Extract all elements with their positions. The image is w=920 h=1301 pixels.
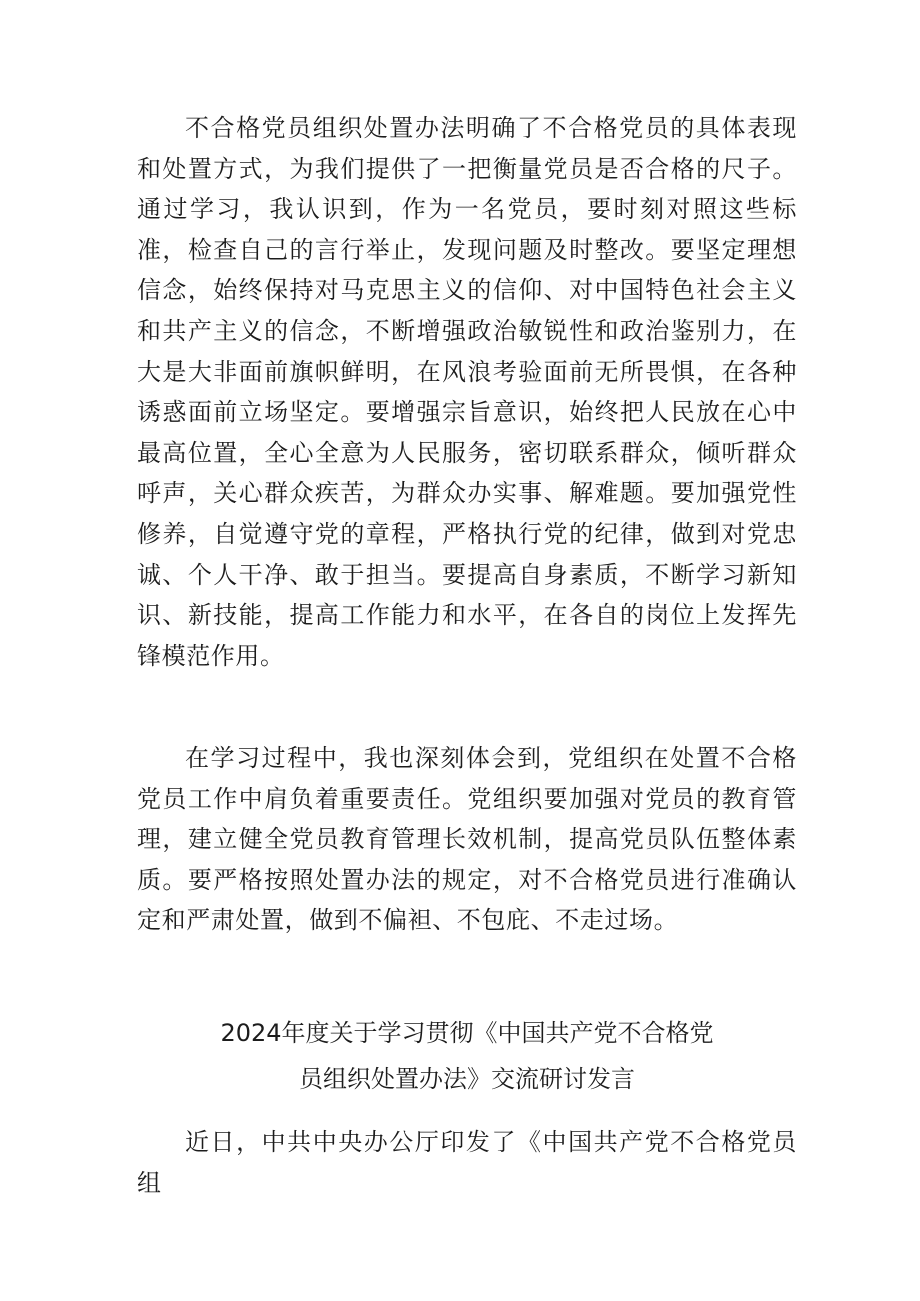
- body-paragraph: [137, 1122, 797, 1203]
- heading-line-1: 2024年度关于学习贯彻《中国共产党不合格党: [220, 1019, 714, 1047]
- body-paragraph: [137, 738, 797, 941]
- section-heading: [137, 1010, 797, 1102]
- paragraph-text: 在学习过程中，我也深刻体会到，党组织在处置不合格党员工作中肩负着重要责任。党组织要加强对党员的教育管理，建立健全党员教育管理长效机制，提高党员队伍整体素质。要严格按照处置办法的规定，对不合格党员进行准确认定和严肃处置，做到不偏袒、不包庇、不走过场。: [137, 744, 797, 935]
- paragraph-text: 近日，中共中央办公厅印发了《中国共产党不合格党员组: [137, 1128, 797, 1197]
- heading-line-2: 员组织处置办法》交流研讨发言: [299, 1065, 635, 1093]
- body-paragraph: [137, 108, 797, 676]
- paragraph-text: 不合格党员组织处置办法明确了不合格党员的具体表现和处置方式，为我们提供了一把衡量党员是否合格的尺子。通过学习，我认识到，作为一名党员，要时刻对照这些标准，检查自己的言行举止，发现问题及时整改。要坚定理想信念，始终保持对马克思主义的信仰、对中国特色社会主义和共产主义的信念，不断增强政治敏锐性和政治鉴别力，在大是大非面前旗帜鲜明，在风浪考验面前无所畏惧，在各种诱惑面前立场坚定。要增强宗旨意识，始终把人民放在心中最高位置，全心全意为人民服务，密切联系群众，倾听群众呼声，关心群众疾苦，为群众办实事、解难题。要加强党性修养，自觉遵守党的章程，严格执行党的纪律，做到对党忠诚、个人干净、敢于担当。要提高自身素质，不断学习新知识、新技能，提高工作能力和水平，在各自的岗位上发挥先锋模范作用。: [137, 114, 797, 670]
